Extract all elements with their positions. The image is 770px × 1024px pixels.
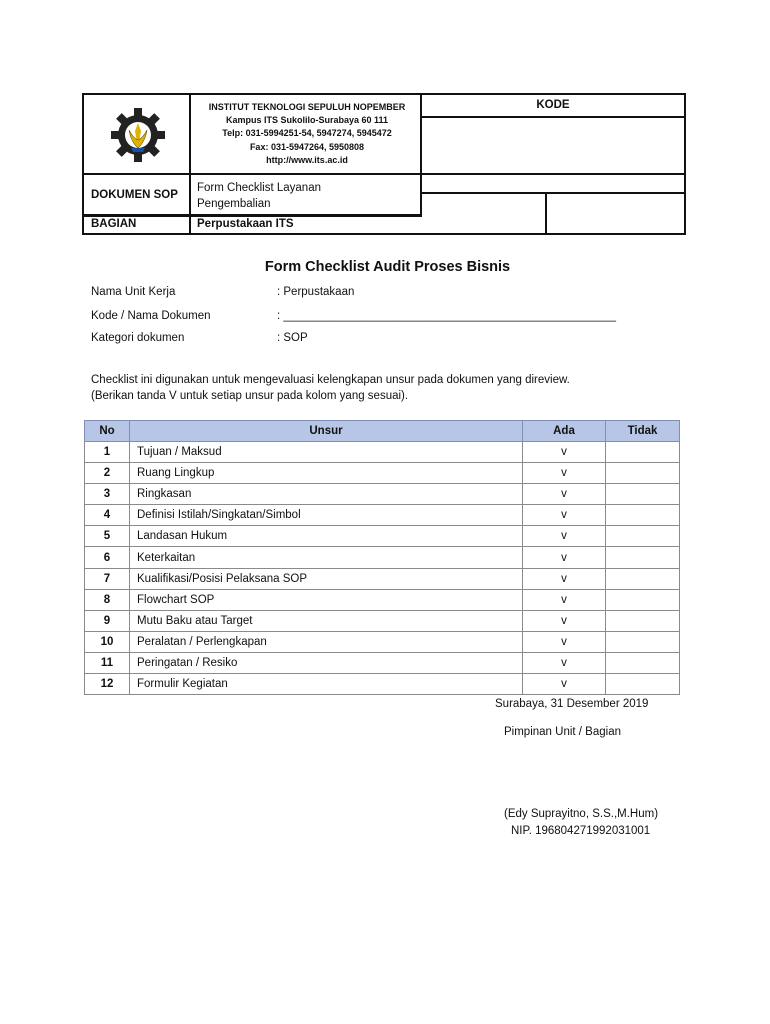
- checklist-table: [84, 420, 680, 695]
- signer-name: (Edy Suprayitno, S.S.,M.Hum): [504, 808, 659, 820]
- header-ada: Ada: [523, 421, 606, 442]
- row-ada: v: [523, 631, 606, 652]
- divider: [84, 216, 422, 217]
- row-tidak: [606, 589, 680, 610]
- header-no: No: [85, 421, 130, 442]
- row-ada: v: [523, 568, 606, 589]
- dokumen-value-line2: Pengembalian: [197, 198, 271, 210]
- row-ada: v: [523, 610, 606, 631]
- table-row: [85, 568, 680, 589]
- row-unsur: Formulir Kegiatan: [130, 674, 523, 695]
- row-tidak: [606, 547, 680, 568]
- institution-address: Kampus ITS Sukolilo-Surabaya 60 111: [225, 115, 389, 126]
- row-no: 4: [85, 505, 130, 526]
- document-header: [82, 93, 686, 235]
- signature-role: Pimpinan Unit / Bagian: [504, 726, 621, 738]
- dokumen-value-line1: Form Checklist Layanan: [197, 182, 321, 194]
- divider: [420, 116, 684, 118]
- row-no: 11: [85, 652, 130, 673]
- row-unsur: Ruang Lingkup: [130, 463, 523, 484]
- row-unsur: Mutu Baku atau Target: [130, 610, 523, 631]
- divider: [420, 192, 684, 194]
- row-no: 9: [85, 610, 130, 631]
- row-tidak: [606, 674, 680, 695]
- kode-dokumen-value: : ____________________________________________________: [277, 310, 616, 322]
- table-row: [85, 526, 680, 547]
- table-row: [85, 505, 680, 526]
- institution-website: http://www.its.ac.id: [266, 154, 348, 165]
- instructions: [91, 372, 570, 404]
- logo-cell: [84, 95, 191, 175]
- place-date: Surabaya, 31 Desember 2019: [495, 698, 649, 710]
- table-row: [85, 442, 680, 463]
- dokumen-sop-label: DOKUMEN SOP: [91, 189, 178, 201]
- row-ada: v: [523, 652, 606, 673]
- header-tidak: Tidak: [606, 421, 680, 442]
- unit-value: : Perpustakaan: [277, 286, 355, 298]
- table-row: [85, 631, 680, 652]
- row-tidak: [606, 610, 680, 631]
- row-no: 5: [85, 526, 130, 547]
- row-no: 3: [85, 484, 130, 505]
- institution-phone: Telp: 031-5994251-54, 5947274, 5945472: [222, 128, 392, 139]
- row-unsur: Peringatan / Resiko: [130, 652, 523, 673]
- row-tidak: [606, 484, 680, 505]
- row-unsur: Landasan Hukum: [130, 526, 523, 547]
- row-unsur: Tujuan / Maksud: [130, 442, 523, 463]
- unit-label: Nama Unit Kerja: [91, 286, 176, 298]
- kode-label: KODE: [536, 99, 570, 111]
- row-ada: v: [523, 505, 606, 526]
- row-tidak: [606, 652, 680, 673]
- row-ada: v: [523, 547, 606, 568]
- table-row: [85, 610, 680, 631]
- its-logo-icon: [107, 104, 169, 166]
- bagian-value: Perpustakaan ITS: [197, 218, 294, 230]
- row-unsur: Kualifikasi/Posisi Pelaksana SOP: [130, 568, 523, 589]
- row-tidak: [606, 442, 680, 463]
- table-row: [85, 547, 680, 568]
- table-row: [85, 589, 680, 610]
- table-row: [85, 484, 680, 505]
- table-row: [85, 652, 680, 673]
- row-unsur: Keterkaitan: [130, 547, 523, 568]
- table-header-row: [85, 421, 680, 442]
- row-no: 8: [85, 589, 130, 610]
- kode-dokumen-label: Kode / Nama Dokumen: [91, 310, 211, 322]
- row-no: 12: [85, 674, 130, 695]
- row-ada: v: [523, 463, 606, 484]
- divider: [545, 192, 547, 233]
- table-row: [85, 463, 680, 484]
- header-unsur: Unsur: [130, 421, 523, 442]
- kategori-value: : SOP: [277, 332, 308, 344]
- bagian-label: BAGIAN: [91, 218, 137, 230]
- row-no: 2: [85, 463, 130, 484]
- row-ada: v: [523, 674, 606, 695]
- page-title: Form Checklist Audit Proses Bisnis: [264, 259, 511, 275]
- dokumen-sop-value: [197, 180, 321, 212]
- row-unsur: Ringkasan: [130, 484, 523, 505]
- kategori-label: Kategori dokumen: [91, 332, 185, 344]
- row-ada: v: [523, 526, 606, 547]
- row-tidak: [606, 505, 680, 526]
- row-no: 1: [85, 442, 130, 463]
- row-tidak: [606, 463, 680, 484]
- row-no: 10: [85, 631, 130, 652]
- signer-nip: NIP. 196804271992031001: [511, 825, 651, 837]
- row-unsur: Flowchart SOP: [130, 589, 523, 610]
- row-tidak: [606, 526, 680, 547]
- institution-block: [193, 95, 421, 175]
- row-no: 7: [85, 568, 130, 589]
- row-ada: v: [523, 589, 606, 610]
- institution-fax: Fax: 031-5947264, 5950808: [249, 141, 365, 152]
- row-ada: v: [523, 484, 606, 505]
- table-row: [85, 674, 680, 695]
- instructions-line2: (Berikan tanda V untuk setiap unsur pada kolom yang sesuai).: [91, 390, 409, 402]
- row-tidak: [606, 568, 680, 589]
- instructions-line1: Checklist ini digunakan untuk mengevaluasi kelengkapan unsur pada dokumen yang direview.: [91, 374, 570, 386]
- row-no: 6: [85, 547, 130, 568]
- row-unsur: Peralatan / Perlengkapan: [130, 631, 523, 652]
- institution-name: INSTITUT TEKNOLOGI SEPULUH NOPEMBER: [208, 102, 406, 112]
- row-ada: v: [523, 442, 606, 463]
- row-tidak: [606, 631, 680, 652]
- row-unsur: Definisi Istilah/Singkatan/Simbol: [130, 505, 523, 526]
